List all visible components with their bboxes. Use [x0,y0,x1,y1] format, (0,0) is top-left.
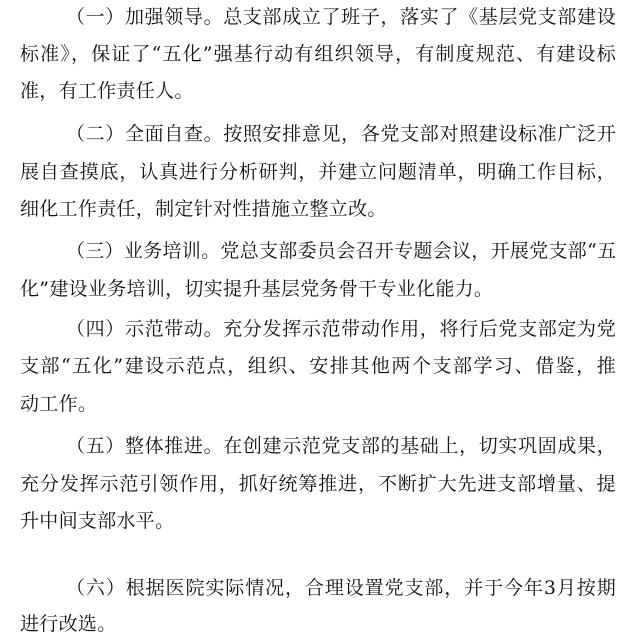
paragraph-5-line-1: （五）整体推进。在创建示范党支部的基础上，切实巩固成果， [66,435,616,457]
paragraph-4-line-1: （四）示范带动。充分发挥示范带动作用，将行后党支部定为党 [66,318,616,340]
paragraph-4-line-2: 支部“五化”建设示范点，组织、安排其他两个支部学习、借鉴，推 [20,355,616,377]
paragraph-3-line-2: 化”建设业务培训，切实提升基层党务骨干专业化能力。 [20,278,494,300]
paragraph-1-line-3: 准，有工作责任人。 [20,80,194,102]
paragraph-4-line-3: 动工作。 [20,393,98,415]
paragraph-1-line-1: （一）加强领导。总支部成立了班子，落实了《基层党支部建设 [66,6,616,28]
paragraph-3-line-1: （三）业务培训。党总支部委员会召开专题会议，开展党支部“五 [66,240,617,262]
paragraph-2-line-1: （二）全面自查。按照安排意见，各党支部对照建设标准广泛开 [66,123,616,145]
paragraph-6-line-1: （六）根据医院实际情况，合理设置党支部，并于今年3月按期 [66,577,616,599]
paragraph-6-line-2: 进行改选。 [20,613,117,635]
paragraph-2-line-2: 展自查摸底，认真进行分析研判，并建立问题清单，明确工作目标， [20,161,616,183]
paragraph-2-line-3: 细化工作责任，制定针对性措施立整立改。 [20,198,387,220]
paragraph-5-line-2: 充分发挥示范引领作用，抓好统筹推进，不断扩大先进支部增量、提 [20,473,616,495]
paragraph-1-line-2: 标准》，保证了“五化”强基行动有组织领导，有制度规范、有建设标 [20,43,616,65]
paragraph-5-line-3: 升中间支部水平。 [20,510,175,532]
